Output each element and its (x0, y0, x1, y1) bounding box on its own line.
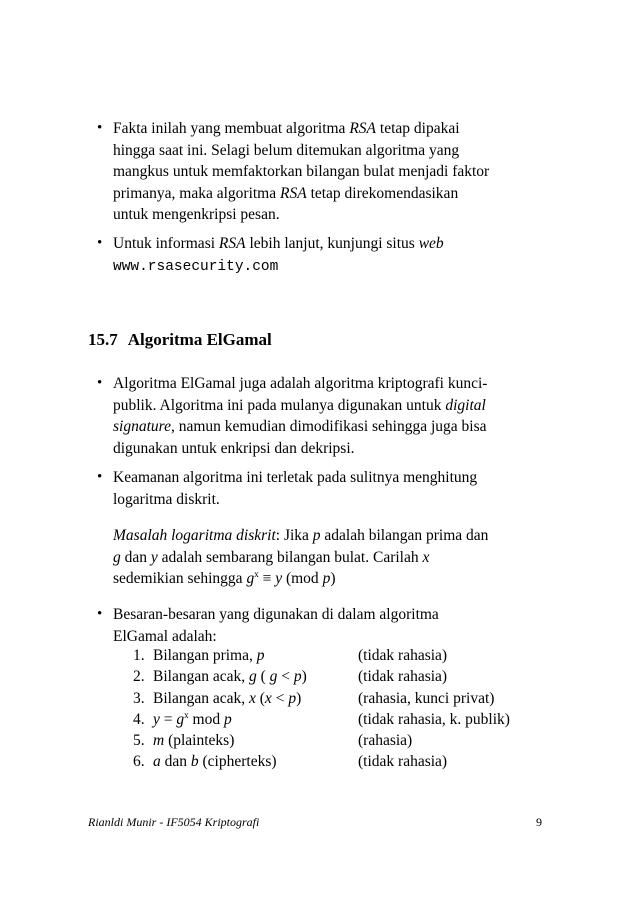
item-note: (tidak rahasia) (358, 753, 448, 771)
item-number: 5. (133, 732, 145, 750)
item-desc: Bilangan prima, p (153, 647, 265, 664)
item-desc: a dan b (cipherteks) (153, 753, 277, 771)
paragraph (113, 373, 543, 459)
text-line: mangkus untuk memfaktorkan bilangan bulat menjadi faktor (113, 163, 490, 180)
text-line: g dan y adalah sembarang bilangan bulat. Carilah x (113, 548, 430, 566)
paragraph (113, 233, 543, 278)
item-desc: Bilangan acak, g ( g < p) (153, 668, 307, 686)
paragraph (113, 604, 543, 647)
discrete-log-problem (113, 525, 543, 590)
item-number: 2. (133, 668, 145, 686)
paragraph (113, 467, 543, 510)
text-line: www.rsasecurity.com (113, 258, 279, 275)
item-note: (rahasia, kunci privat) (358, 689, 495, 707)
bullet-rsa-info (97, 233, 543, 278)
item-number: 3. (133, 689, 145, 707)
section-number: 15.7 (88, 330, 118, 349)
text-line: hingga saat ini. Selagi belum ditemukan algoritma yang (113, 141, 460, 159)
bullet-rsa-fact (97, 118, 543, 226)
text-line: publik. Algoritma ini pada mulanya digunakan untuk digital (113, 396, 486, 414)
footer-author: Rianldi Munir - IF5054 Kriptografi (88, 815, 260, 829)
bullet-security (97, 467, 543, 510)
paragraph (113, 118, 543, 226)
text-line: Untuk informasi RSA lebih lanjut, kunjungi situs web (113, 235, 444, 252)
text-line: digunakan untuk enkripsi dan dekripsi. (113, 439, 355, 457)
item-note: (tidak rahasia, k. publik) (358, 710, 510, 728)
bullet-icon: • (97, 606, 103, 622)
text-line: ElGamal adalah: (113, 627, 217, 645)
text-line: signature, namun kemudian dimodifikasi sehingga juga bisa (113, 418, 487, 435)
bullet-icon: • (97, 235, 103, 251)
text-line: primanya, maka algoritma RSA tetap direkomendasikan (113, 184, 459, 202)
text-line: sedemikian sehingga $g^x \equiv y$ (mod p) (113, 568, 336, 587)
bullet-icon: • (97, 120, 103, 136)
paragraph (113, 525, 543, 590)
item-note: (tidak rahasia) (358, 647, 448, 664)
text-line: Besaran-besaran yang digunakan di dalam algoritma (113, 606, 439, 623)
text-line: untuk mengenkripsi pesan. (113, 206, 280, 223)
text-line: Algoritma ElGamal juga adalah algoritma kriptografi kunci- (113, 375, 488, 392)
page-number: 9 (536, 815, 542, 829)
text-line: Fakta inilah yang membuat algoritma RSA tetap dipakai (113, 120, 460, 137)
item-number: 6. (133, 753, 145, 771)
text-line: Masalah logaritma diskrit: Jika p adalah bilangan prima dan (113, 527, 489, 544)
item-desc: Bilangan acak, x (x < p) (153, 689, 302, 707)
bullet-icon: • (97, 469, 103, 485)
bullet-icon: • (97, 375, 103, 391)
text-line: logaritma diskrit. (113, 490, 220, 508)
item-note: (rahasia) (358, 732, 413, 750)
item-number: 1. (133, 647, 145, 664)
bullet-elgamal-intro (97, 373, 543, 459)
section-title: Algoritma ElGamal (127, 330, 272, 349)
text-line: Keamanan algoritma ini terletak pada sulitnya menghitung (113, 469, 478, 486)
bullet-params (97, 604, 543, 647)
item-note: (tidak rahasia) (358, 668, 448, 686)
section-heading (88, 330, 272, 350)
item-number: 4. (133, 710, 145, 728)
item-desc: $y = g^x$ mod p (153, 709, 232, 728)
item-desc: m (plainteks) (153, 732, 235, 750)
